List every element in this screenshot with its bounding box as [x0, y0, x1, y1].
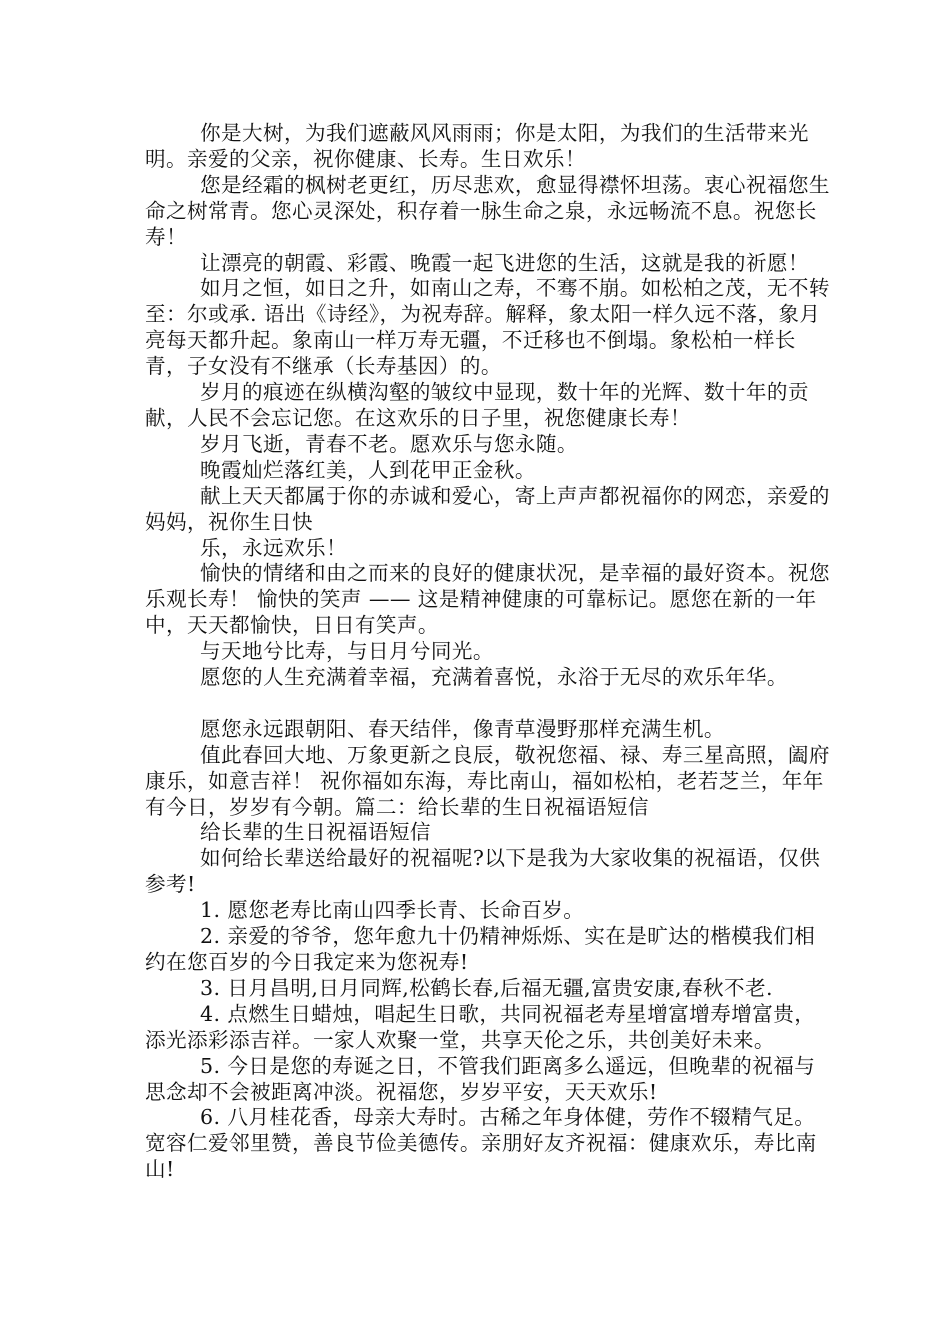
- paragraph: 与天地兮比寿，与日月兮同光。: [200, 639, 494, 664]
- paragraph: 献上天天都属于你的赤诚和爱心，寄上声声都祝福你的网恋，亲爱的妈妈，祝你生日快: [145, 483, 830, 534]
- blank-line: [145, 691, 835, 717]
- paragraph: 如月之恒，如日之升，如南山之寿，不骞不崩。如松柏之茂，无不转至：尔或承. 语出《诗经》，为祝寿辞。解释，象太阳一样久远不落，象月亮每天都升起。象南山一样万寿无疆，不迁移也不倒塌。象松柏一样长青，子女没有不继承（长寿基因）的。: [145, 276, 830, 379]
- paragraph: 值此春回大地、万象更新之良辰，敬祝您福、禄、寿三星高照，阖府康乐，如意吉祥！ 祝你福如东海，寿比南山，福如松柏，老若芝兰，年年有今日，岁岁有今朝。篇二：给长辈的生日祝福语短信: [145, 742, 830, 819]
- section-heading: 给长辈的生日祝福语短信: [200, 820, 431, 845]
- paragraph: 让漂亮的朝霞、彩霞、晚霞一起飞进您的生活，这就是我的祈愿！: [200, 250, 809, 275]
- list-item: 2. 亲爱的爷爷，您年愈九十仍精神烁烁、实在是旷达的楷模我们相约在您百岁的今日我定来为您祝寿!: [145, 924, 816, 974]
- paragraph: 晚霞灿烂落红美，人到花甲正金秋。: [200, 457, 536, 482]
- paragraph: 乐，永远欢乐！: [200, 535, 347, 560]
- paragraph: 愿您永远跟朝阳、春天结伴，像青草漫野那样充满生机。: [200, 716, 725, 741]
- list-item: 3. 日月昌明,日月同辉,松鹤长春,后福无疆,富贵安康,春秋不老.: [200, 975, 773, 1000]
- list-item: 4. 点燃生日蜡烛，唱起生日歌，共同祝福老寿星增富增寿增富贵，添光添彩添吉祥。一家人欢聚一堂，共享天伦之乐，共创美好未来。: [145, 1001, 816, 1052]
- paragraph: 愉快的情绪和由之而来的良好的健康状况，是幸福的最好资本。祝您乐观长寿！ 愉快的笑声 —— 这是精神健康的可靠标记。愿您在新的一年中，天天都愉快，日日有笑声。: [145, 561, 830, 638]
- paragraph: 岁月飞逝，青春不老。愿欢乐与您永随。: [200, 431, 578, 456]
- list-item: 5. 今日是您的寿诞之日，不管我们距离多么遥远，但晚辈的祝福与思念却不会被距离冲淡。祝福您，岁岁平安，天天欢乐!: [145, 1053, 816, 1104]
- paragraph: 您是经霜的枫树老更红，历尽悲欢，愈显得襟怀坦荡。衷心祝福您生命之树常青。您心灵深处，积存着一脉生命之泉，永远畅流不息。祝您长寿！: [145, 172, 830, 249]
- paragraph: 岁月的痕迹在纵横沟壑的皱纹中显现，数十年的光辉、数十年的贡献，人民不会忘记您。在这欢乐的日子里，祝您健康长寿！: [145, 380, 809, 430]
- paragraph: 你是大树，为我们遮蔽风风雨雨；你是太阳，为我们的生活带来光明。亲爱的父亲，祝你健康、长寿。生日欢乐！: [145, 121, 809, 171]
- paragraph: 愿您的人生充满着幸福，充满着喜悦，永浴于无尽的欢乐年华。: [200, 665, 788, 690]
- list-item: 1. 愿您老寿比南山四季长青、长命百岁。: [200, 898, 585, 923]
- list-item: 6. 八月桂花香，母亲大寿时。古稀之年身体健，劳作不辍精气足。宽容仁爱邻里赞，善良节俭美德传。亲朋好友齐祝福：健康欢乐，寿比南山!: [145, 1105, 817, 1182]
- document-body: [145, 121, 835, 1183]
- paragraph: 如何给长辈送给最好的祝福呢?以下是我为大家收集的祝福语，仅供参考!: [145, 846, 821, 897]
